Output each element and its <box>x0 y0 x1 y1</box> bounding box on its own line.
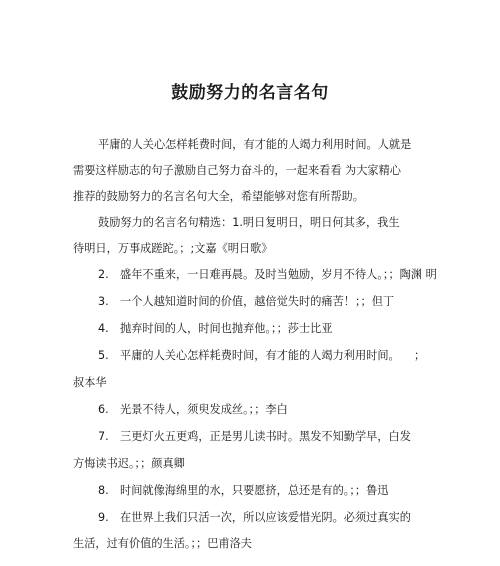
intro-line-3: 推荐的鼓励努力的名言名句大全，希望能够对您有所帮助。 <box>73 190 364 203</box>
list-item-text: 光景不待人，须臾发成丝。；；李白 <box>120 403 288 416</box>
list-item-text: 抛弃时间的人，时间也抛弃他。；；莎士比亚 <box>120 322 333 335</box>
intro-line-2: 需要这样励志的句子激励自己努力奋斗的，一起来看看 为大家精心 <box>73 164 401 177</box>
list-item-5-tail: ； <box>414 349 426 362</box>
list-item-5-continuation: 叔本华 <box>73 376 107 389</box>
list-item-number: 5. <box>98 349 109 362</box>
list-item-7 <box>98 430 411 444</box>
list-item-text: 盛年不重来，一日难再晨。及时当勉励，岁月不待人。；；陶渊 明 <box>120 268 437 281</box>
list-item-3 <box>98 295 394 309</box>
list-item-9 <box>98 511 411 525</box>
list-item-number: 9. <box>98 511 109 524</box>
list-item-4 <box>98 322 333 336</box>
lead-line-2: 待明日，万事成蹉跎。；;文嘉《明日歌》 <box>73 242 273 255</box>
list-item-number: 2. <box>98 268 109 281</box>
list-item-number: 8. <box>98 484 109 497</box>
list-item-number: 6. <box>98 403 109 416</box>
list-item-text: 三更灯火五更鸡，正是男儿读书时。黑发不知勤学早，白发 <box>120 430 411 443</box>
intro-line-1: 平庸的人关心怎样耗费时间，有才能的人竭力利用时间。人就是 <box>98 138 412 151</box>
lead-line-1: 鼓励努力的名言名句精选：1.明日复明日，明日何其多，我生 <box>98 216 400 229</box>
list-item-5 <box>98 349 400 363</box>
list-item-7-continuation: 方悔读书迟。；；颜真卿 <box>73 457 185 470</box>
list-item-8 <box>98 484 389 498</box>
list-item-text: 一个人越知道时间的价值，越倍觉失时的痛苦！；；但丁 <box>120 295 395 308</box>
list-item-6 <box>98 403 288 417</box>
list-item-text: 时间就像海绵里的水，只要愿挤，总还是有的。；；鲁迅 <box>120 484 389 497</box>
list-item-text: 在世界上我们只活一次，所以应该爱惜光阴。必须过真实的 <box>120 511 411 524</box>
list-item-2 <box>98 268 437 282</box>
list-item-number: 3. <box>98 295 109 308</box>
list-item-9-continuation: 生活，过有价值的生活。；；巴甫洛夫 <box>73 537 252 550</box>
list-item-text: 平庸的人关心怎样耗费时间，有才能的人竭力利用时间。 <box>120 349 400 362</box>
document-title: 鼓励努力的名言名句 <box>171 83 329 103</box>
list-item-number: 4. <box>98 322 109 335</box>
list-item-number: 7. <box>98 430 109 443</box>
